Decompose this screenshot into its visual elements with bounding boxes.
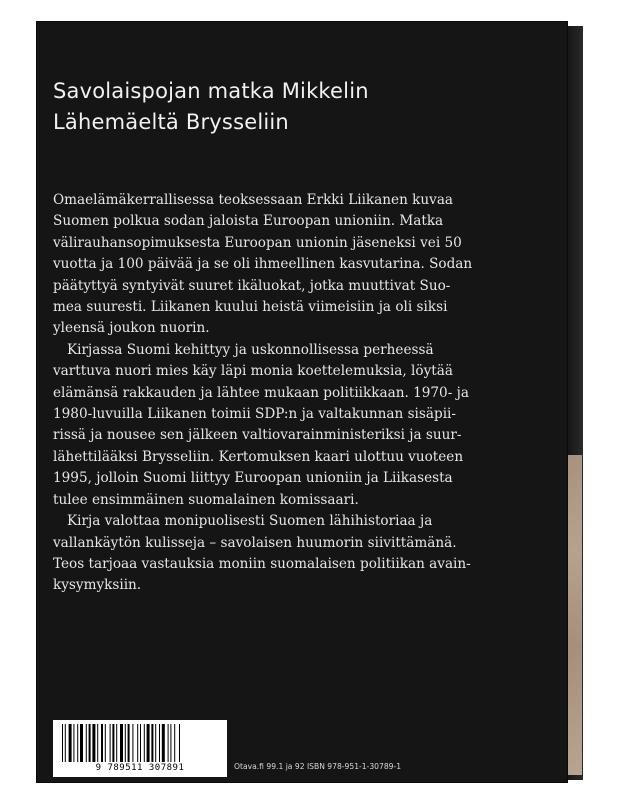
- book-title: [53, 76, 369, 138]
- title-line-1: Savolaispojan matka Mikkelin: [53, 79, 369, 103]
- blurb: [53, 190, 521, 597]
- blurb-line: kysymyksiin.: [53, 577, 142, 594]
- blurb-line: välirauhansopimuksesta Euroopan unionin jäseneksi vei 50: [53, 234, 462, 251]
- blurb-line: elämänsä rakkauden ja lähtee mukaan politiikkaan. 1970- ja: [53, 384, 469, 401]
- title-line-2: Lähemäeltä Brysseliin: [53, 110, 289, 134]
- publisher-isbn-line: Otava.fi 99.1 ja 92 ISBN 978-951-1-30789-1: [234, 762, 402, 771]
- blurb-line: Omaelämäkerrallisessa teoksessaan Erkki Liikanen kuvaa: [53, 192, 454, 208]
- barcode-digits: 9 789511 307891: [95, 763, 185, 773]
- barcode-icon: [60, 724, 220, 764]
- blurb-line: rissä ja nousee sen jälkeen valtiovarainministeriksi ja suur-: [53, 427, 462, 444]
- blurb-line: tulee ensimmäinen suomalainen komissaari.: [53, 491, 359, 508]
- blurb-line: päätyttyä syntyivät suuret ikäluokat, jotka muuttivat Suo-: [53, 277, 451, 294]
- blurb-line: 1995, jolloin Suomi liittyy Euroopan unioniin ja Liikasesta: [53, 470, 453, 487]
- blurb-line: 1980-luvuilla Liikanen toimii SDP:n ja valtakunnan sisäpii-: [53, 406, 456, 423]
- blurb-paragraph-2: [53, 340, 521, 511]
- blurb-line: lähettilääksi Brysseliin. Kertomuksen kaari ulottuu vuoteen: [53, 448, 464, 465]
- blurb-line: mea suuresti. Liikanen kuului heistä viimeisiin ja oli siksi: [53, 299, 448, 316]
- blurb-line: vuotta ja 100 päivää ja se oli ihmeellinen kasvutarina. Sodan: [53, 256, 473, 273]
- blurb-line: Kirja valottaa monipuolisesti Suomen lähihistoriaa ja: [67, 513, 433, 530]
- blurb-line: vallankäytön kulisseja – savolaisen huumorin siivittämänä.: [53, 534, 457, 551]
- blurb-line: Suomen polkua sodan jaloista Euroopan unioniin. Matka: [53, 213, 444, 230]
- blurb-paragraph-1: [53, 190, 521, 340]
- barcode-label: [53, 720, 227, 777]
- blurb-line: Kirjassa Suomi kehittyy ja uskonnollisessa perheessä: [67, 341, 434, 358]
- wood-background: [566, 455, 582, 775]
- blurb-line: yleensä joukon nuorin.: [53, 320, 210, 337]
- blurb-paragraph-3: [53, 511, 521, 597]
- blurb-line: varttuva nuori mies käy läpi monia koettelemuksia, löytää: [53, 363, 453, 380]
- blurb-line: Teos tarjoaa vastauksia moniin suomalaisen politiikan avain-: [53, 555, 471, 572]
